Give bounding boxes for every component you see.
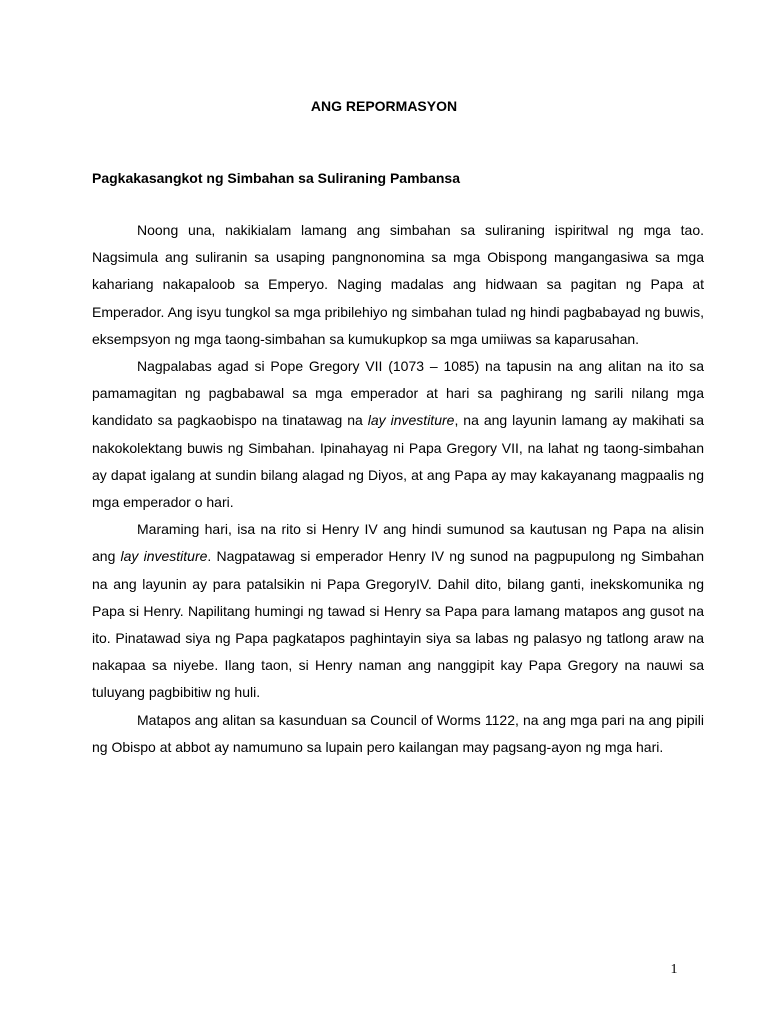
italic-term: lay investiture [120,548,208,565]
page-number: 1 [670,962,678,977]
body-text [92,217,704,761]
paragraph-4: Matapos ang alitan sa kasunduan sa Council of Worms 1122, na ang mga pari na ang pipili ng Obispo at abbot ay namumuno sa lupain pero kailangan may pagsang-ayon ng mga hari. [92,711,704,755]
paragraph-2-text-cont: , na ang layunin lamang ay makihati sa nakokolektang buwis ng Simbahan. Ipinahayag ni Papa Gregory VII, na lahat ng taong-simbahan ay dapat igalang at sundin bilang alagad ng Diyos, at ang Papa ay may kakayanang magpaalis ng mga emperador o hari. [92,412,704,511]
section-heading: Pagkakasangkot ng Simbahan sa Suliraning Pambansa [92,170,461,186]
paragraph-2-text: Nagpalabas agad si Pope Gregory VII (1073 – 1085) na tapusin na ang alitan na ito sa pamamagitan ng pagbabawal sa mga emperador at hari sa paghirang ng sarili nilang mga kandidato sa pagkaobispo na tinatawag na [92,358,704,429]
document-title: ANG REPORMASYON [310,98,458,114]
paragraph-1: Noong una, nakikialam lamang ang simbahan sa suliraning ispiritwal ng mga tao. Nagsimula ang suliranin sa usaping pangnonomina sa mga Obispong mangangasiwa sa mga kahariang nakapaloob sa Emperyo. Naging madalas ang hidwaan sa pagitan ng Papa at Emperador. Ang isyu tungkol sa mga pribilehiyo ng simbahan tulad ng hindi pagbabayad ng buwis, eksempsyon ng mga taong-simbahan sa kumukupkop sa mga umiiwas sa kaparusahan. [92,222,704,347]
paragraph-3-text-cont: . Nagpatawag si emperador Henry IV ng sunod na pagpupulong ng Simbahan na ang layunin ay para patalsikin ni Papa GregoryIV. Dahil dito, bilang ganti, inekskomunika ng Papa si Henry. Napilitang humingi ng tawad si Henry sa Papa para lamang matapos ang gusot na ito. Pinatawad siya ng Papa pagkatapos paghintayin siya sa labas ng palasyo ng tatlong araw na nakapaa sa niyebe. Ilang taon, si Henry naman ang nanggipit kay Papa Gregory na nauwi sa tuluyang pagbibitiw ng huli. [92,548,704,701]
paragraph-3-text: Maraming hari, isa na rito si Henry IV ang hindi sumunod sa kautusan ng Papa na alisin ang [92,521,704,565]
italic-term: lay investiture [367,412,455,429]
paragraph-2 [92,353,704,516]
paragraph-3 [92,516,704,706]
